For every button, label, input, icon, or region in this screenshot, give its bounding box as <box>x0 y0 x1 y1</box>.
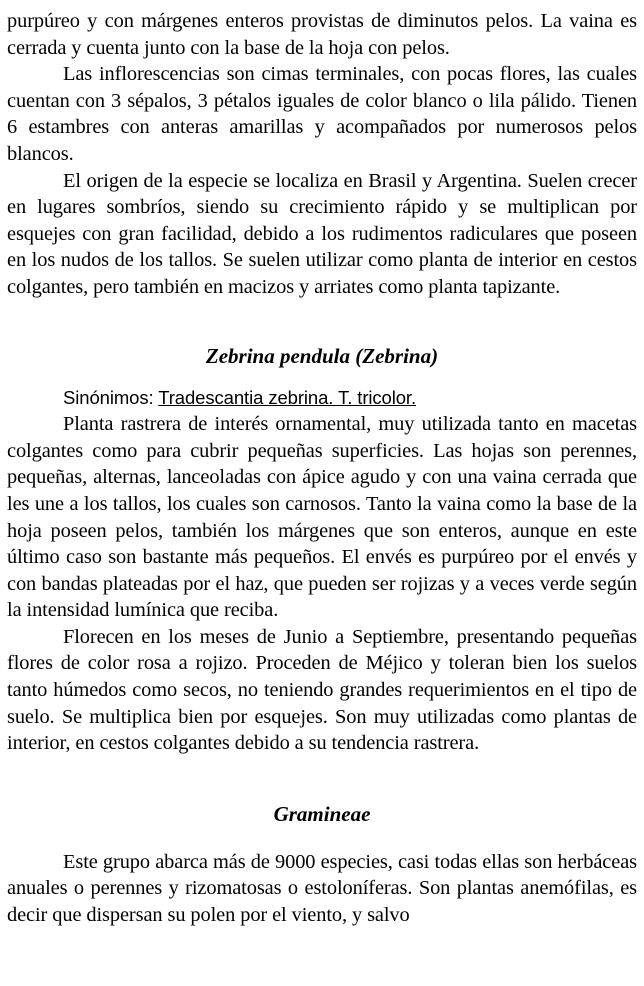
paragraph-inflorescences: Las inflorescencias son cimas terminales, con pocas flores, las cuales cuentan con 3 sépalos, 3 pétalos iguales de color blanco o lila pálido. Tienen 6 estambres con anteras amarillas y acompañados por numerosos pelos blancos. <box>7 63 637 165</box>
paragraph-origin: El origen de la especie se localiza en Brasil y Argentina. Suelen crecer en lugares sombríos, siendo su crecimiento rápido y se multiplican por esquejes con gran facilidad, debido a los rudimentos radiculares que poseen en los nudos de los tallos. Se suelen utilizar como planta de interior en cestos colgantes, pero también en macizos y arriates como planta tapizante. <box>7 169 637 298</box>
section-heading-gramineae: Gramineae <box>273 801 371 826</box>
synonyms-value: Tradescantia zebrina. T. tricolor. <box>158 386 417 408</box>
paragraph-continuation: purpúreo y con márgenes enteros provistas de diminutos pelos. La vaina es cerrada y cuenta junto con la base de la hoja con pelos. <box>7 10 637 59</box>
document-page <box>7 0 637 929</box>
synonyms-line <box>7 385 637 412</box>
synonyms-label: Sinónimos: <box>63 386 159 408</box>
paragraph-zebrina-description: Planta rastrera de interés ornamental, muy utilizada tanto en macetas colgantes como para cubrir pequeñas superficies. Las hojas son perennes, pequeñas, alternas, lanceoladas con ápice agudo y con una vaina cerrada que les une a los tallos, los cuales son carnosos. Tanto la vaina como la base de la hoja poseen pelos, también los márgenes que son enteros, aunque en este último caso son bastante más pequeños. El envés es purpúreo por el envés y con bandas plateadas por el haz, que pueden ser rojizas y a veces verde según la intensidad lumínica que reciba. <box>7 413 637 622</box>
paragraph-zebrina-flowering: Florecen en los meses de Junio a Septiembre, presentando pequeñas flores de color rosa a rojizo. Proceden de Méjico y toleran bien los suelos tanto húmedos como secos, no teniendo grandes requerimientos en el tipo de suelo. Se multiplica bien por esquejes. Son muy utilizadas como plantas de interior, en cestos colgantes debido a su tendencia rastrera. <box>7 625 637 755</box>
paragraph-gramineae-intro: Este grupo abarca más de 9000 especies, casi todas ellas son herbáceas anuales o perennes y rizomatosas o estoloníferas. Son plantas anemófilas, es decir que dispersan su polen por el viento, y salvo <box>7 850 637 927</box>
section-heading-zebrina: Zebrina pendula (Zebrina) <box>205 343 439 368</box>
